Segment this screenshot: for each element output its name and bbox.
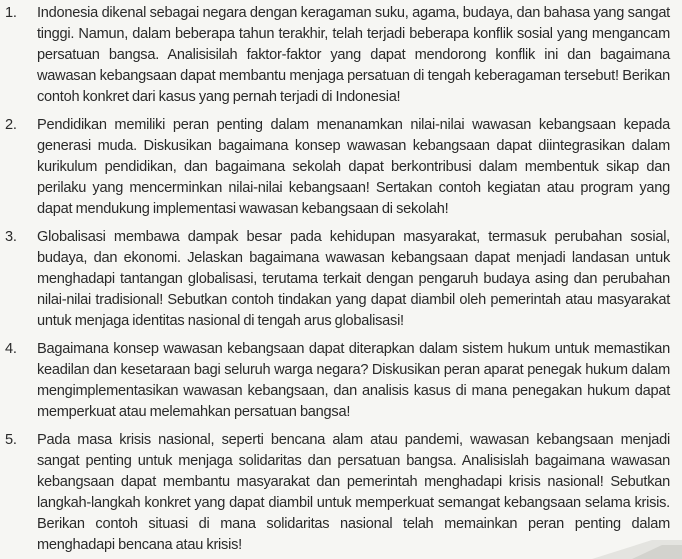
page-corner-decoration bbox=[592, 540, 682, 559]
question-number: 5. bbox=[5, 432, 17, 448]
question-item bbox=[0, 227, 676, 332]
question-item bbox=[0, 3, 676, 108]
question-number: 1. bbox=[5, 5, 17, 21]
question-item bbox=[0, 430, 676, 556]
cropped-footer-heading bbox=[0, 540, 682, 559]
question-list bbox=[0, 3, 676, 559]
question-text: Indonesia dikenal sebagai negara dengan keragaman suku, agama, budaya, dan bahasa yang sangat tinggi. Namun, dalam beberapa tahun terakhir, telah terjadi beberapa konflik sosial yang mengancam persatuan bangsa. Analisisilah faktor-faktor yang dapat mendorong konflik ini dan bagaimana wawasan kebangsaan dapat membantu menjaga persatuan di tengah keberagaman tersebut! Berikan contoh konkret dari kasus yang pernah terjadi di Indonesia! bbox=[37, 5, 670, 105]
question-number: 2. bbox=[5, 117, 17, 133]
question-item bbox=[0, 115, 676, 220]
question-text: Bagaimana konsep wawasan kebangsaan dapat diterapkan dalam sistem hukum untuk memastikan keadilan dan kesetaraan bagi seluruh warga negara? Diskusikan peran aparat penegak hukum dalam mengimplementasikan wawasan kebangsaan, dan analisis kasus di mana penegakan hukum dapat memperkuat atau melemahkan persatuan bangsa! bbox=[37, 341, 670, 420]
question-text: Globalisasi membawa dampak besar pada kehidupan masyarakat, termasuk perubahan sosial, budaya, dan ekonomi. Jelaskan bagaimana wawasan kebangsaan dapat menjadi landasan untuk menghadapi tantangan globalisasi, terutama terkait dengan pengaruh budaya asing dan perubahan nilai-nilai tradisional! Sebutkan contoh tindakan yang dapat diambil oleh pemerintah atau masyarakat untuk menjaga identitas nasional di tengah arus globalisasi! bbox=[37, 229, 670, 329]
question-text: Pendidikan memiliki peran penting dalam menanamkan nilai-nilai wawasan kebangsaan kepada generasi muda. Diskusikan bagaimana konsep wawasan kebangsaan dapat diintegrasikan dalam kurikulum pendidikan, dan bagaimana sekolah dapat berkontribusi dalam membentuk sikap dan perilaku yang mencerminkan nilai-nilai kebangsaan! Sertakan contoh kegiatan atau program yang dapat mendukung implementasi wawasan kebangsaan di sekolah! bbox=[37, 117, 670, 217]
question-text: Pada masa krisis nasional, seperti bencana alam atau pandemi, wawasan kebangsaan menjadi sangat penting untuk menjaga solidaritas dan persatuan bangsa. Analisislah bagaimana wawasan kebangsaan dapat membantu masyarakat dan pemerintah menghadapi krisis nasional! Sebutkan langkah-langkah konkret yang dapat diambil untuk memperkuat semangat kebangsaan selama krisis. Berikan contoh situasi di mana solidaritas nasional telah memainkan peran penting dalam menghadapi bencana atau krisis! bbox=[37, 432, 670, 553]
question-number: 4. bbox=[5, 341, 17, 357]
question-number: 3. bbox=[5, 229, 17, 245]
question-item bbox=[0, 339, 676, 423]
